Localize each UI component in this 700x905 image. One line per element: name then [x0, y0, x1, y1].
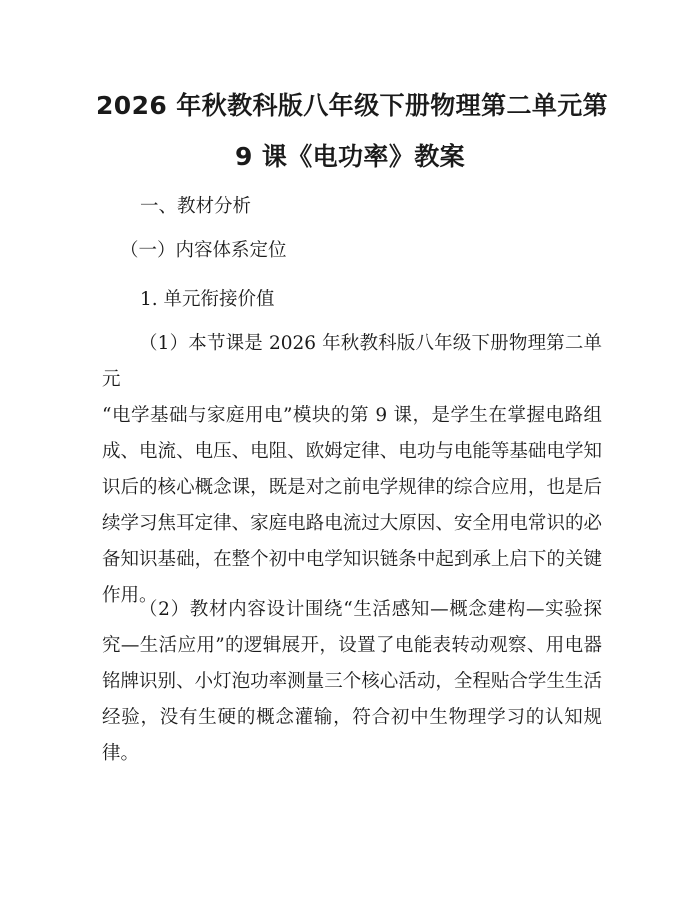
subsection-heading: （一）内容体系定位 — [120, 240, 287, 261]
paragraph-line: （2）教材内容设计围绕“生活感知—概念建构—实验探 — [139, 599, 602, 620]
paragraph-line: 律。 — [102, 743, 140, 764]
document-title-line-2: 9 课《电功率》教案 — [234, 142, 466, 171]
paragraph-line: 作用。 — [102, 585, 158, 606]
paragraph-line: 究—生活应用”的逻辑展开，设置了电能表转动观察、用电器 — [102, 635, 602, 656]
paragraph-line: 经验，没有生硬的概念灌输，符合初中生物理学习的认知规 — [102, 707, 602, 728]
paragraph-line: 续学习焦耳定律、家庭电路电流过大原因、安全用电常识的必 — [102, 513, 602, 534]
paragraph-line: 识后的核心概念课，既是对之前电学规律的综合应用，也是后 — [102, 477, 602, 498]
paragraph-unit-connection-1 — [102, 326, 602, 614]
paragraph-line: 成、电流、电压、电阻、欧姆定律、电功与电能等基础电学知 — [102, 441, 602, 462]
paragraph-line: “电学基础与家庭用电”模块的第 9 课，是学生在掌握电路组 — [102, 405, 602, 426]
paragraph-line: 铭牌识别、小灯泡功率测量三个核心活动，全程贴合学生生活 — [102, 671, 602, 692]
paragraph-line: 备知识基础，在整个初中电学知识链条中起到承上启下的关键 — [102, 549, 602, 570]
paragraph-unit-connection-2 — [102, 592, 602, 772]
document-title — [96, 80, 609, 182]
paragraph-line: （1）本节课是 2026 年秋教科版八年级下册物理第二单元 — [102, 333, 602, 390]
section-heading: 一、教材分析 — [140, 196, 252, 217]
item-heading: 1. 单元衔接价值 — [140, 289, 275, 310]
document-title-line-1: 2026 年秋教科版八年级下册物理第二单元第 — [96, 91, 609, 120]
